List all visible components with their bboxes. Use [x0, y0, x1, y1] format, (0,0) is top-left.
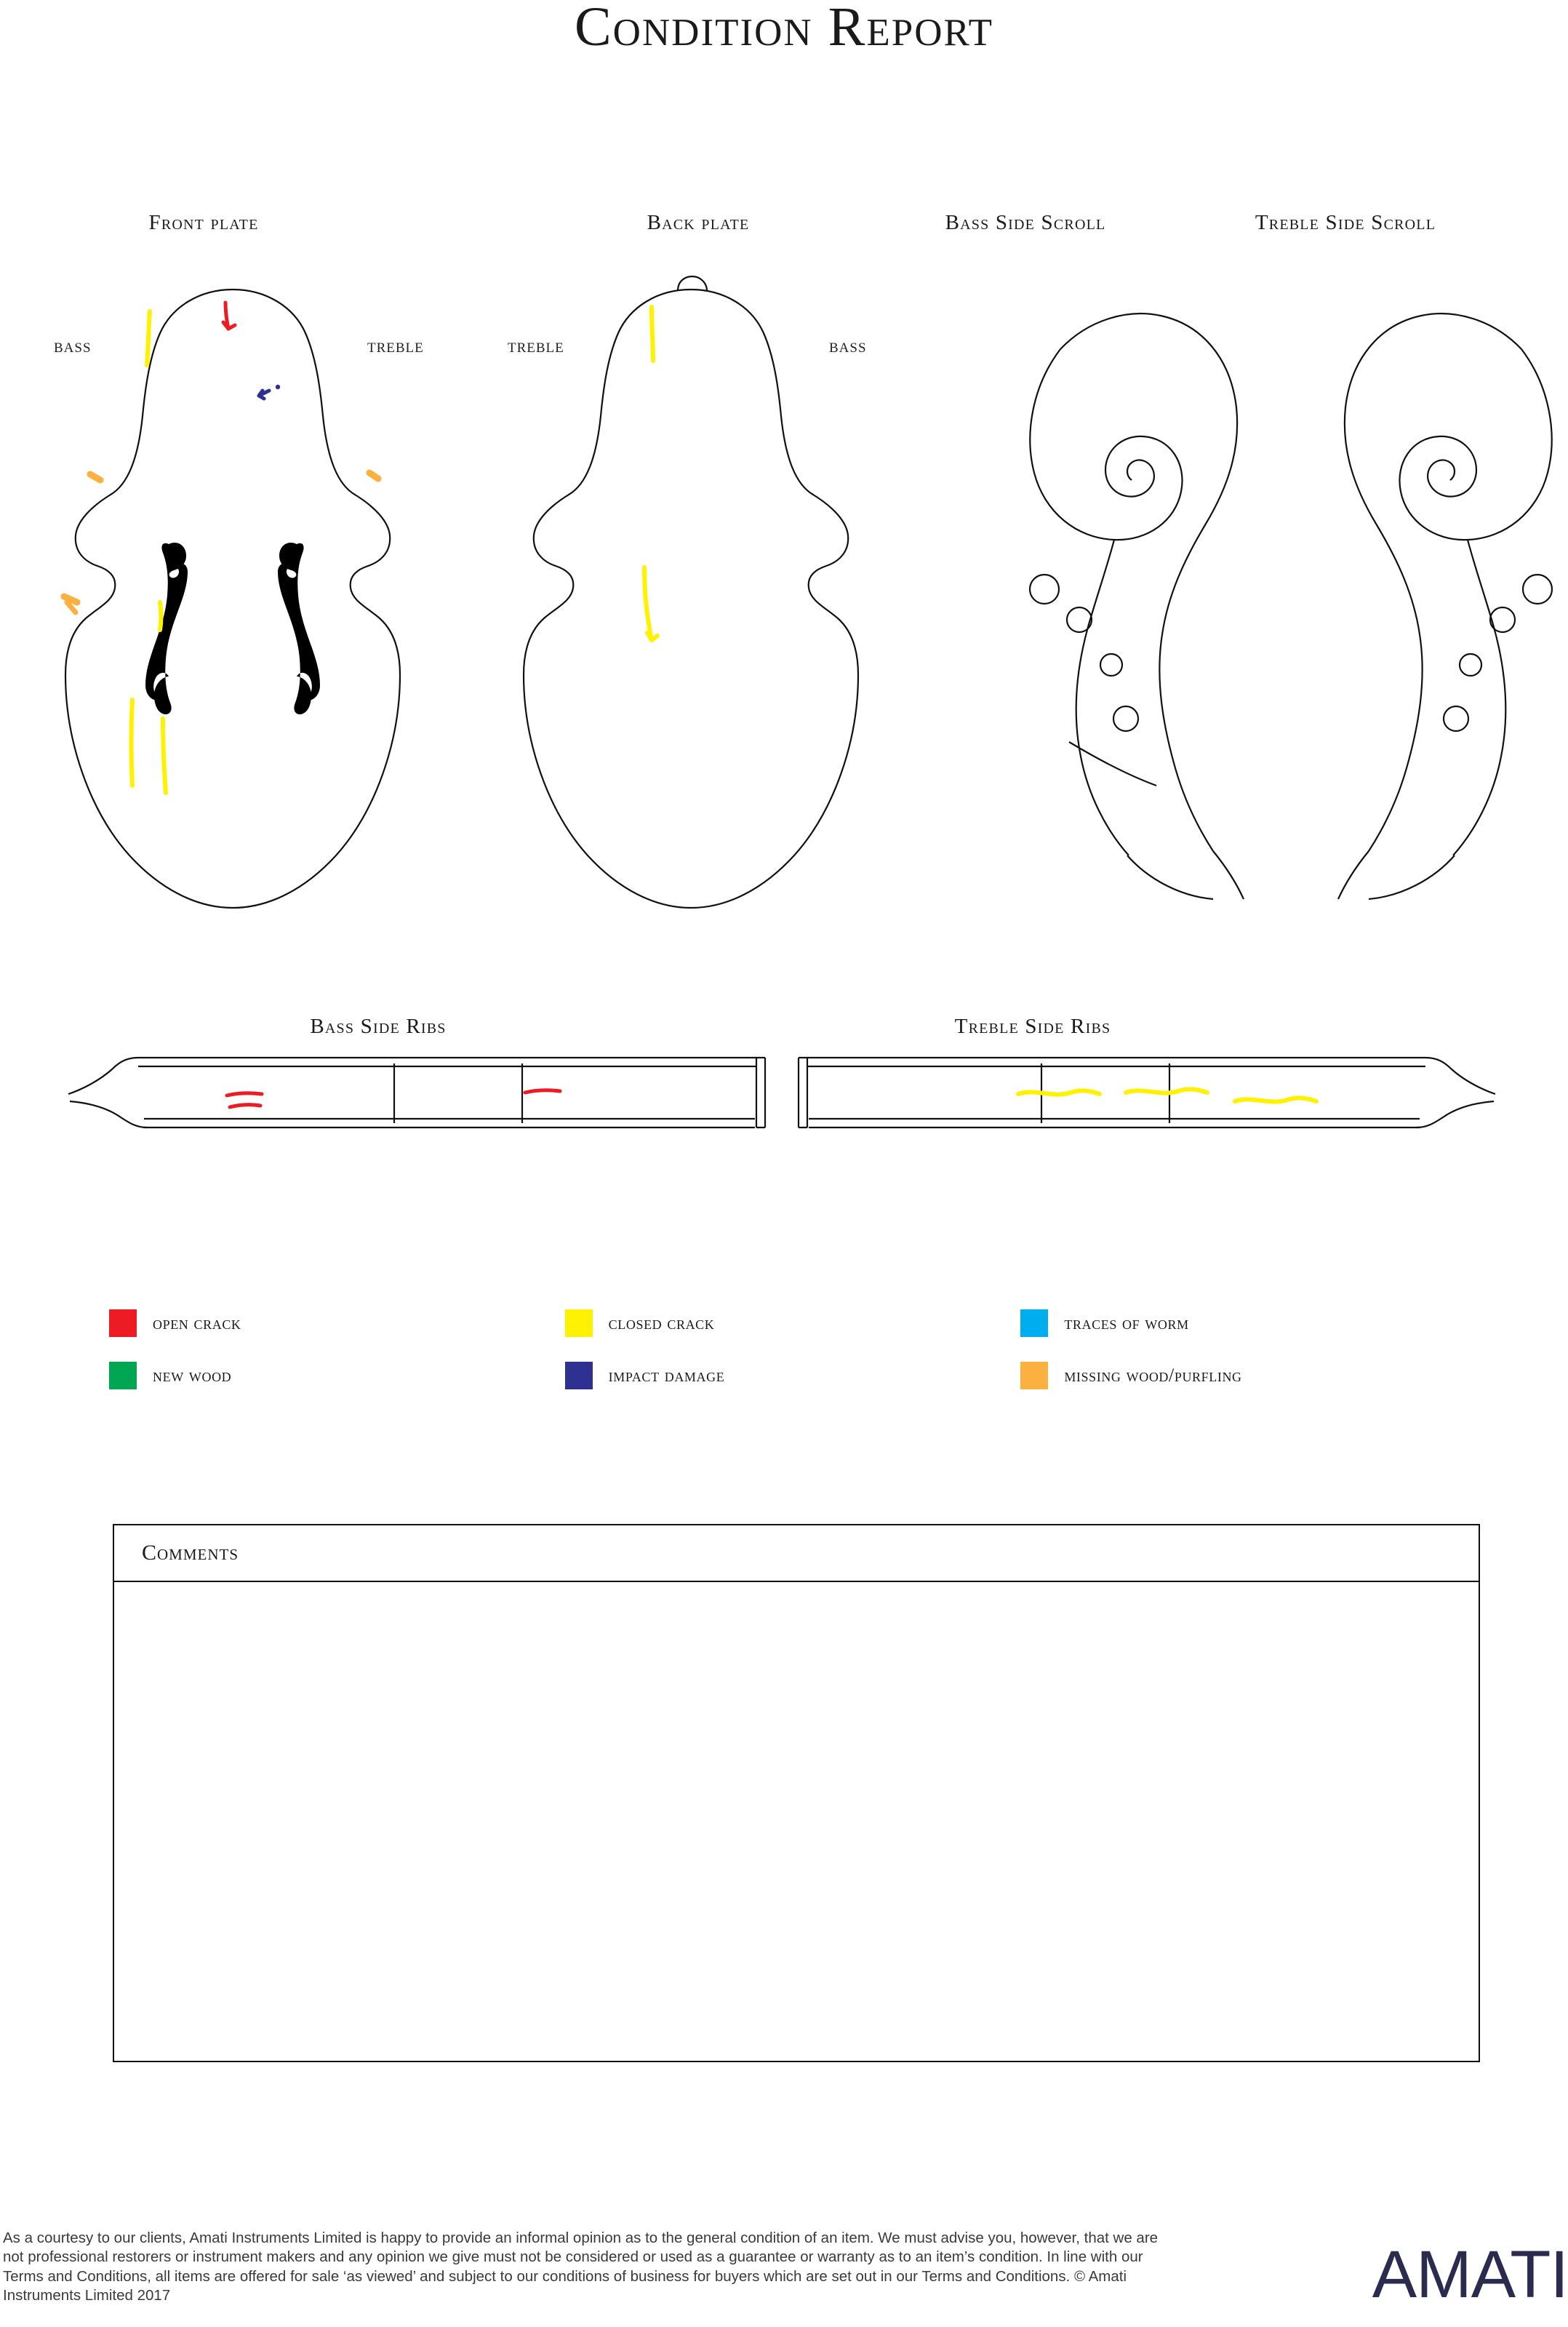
legend-row	[109, 1309, 1476, 1337]
legend-item-open-crack	[109, 1309, 565, 1337]
caption-front-plate: Front plate	[148, 211, 259, 234]
swatch-impact-damage	[565, 1362, 593, 1389]
caption-back-plate: Back plate	[647, 211, 750, 234]
legend-label-traces-of-worm: traces of worm	[1064, 1312, 1189, 1333]
legend-label-new-wood: new wood	[153, 1365, 232, 1386]
comments-title: Comments	[142, 1541, 239, 1565]
bass-side-scroll-diagram	[1018, 276, 1280, 953]
swatch-traces-of-worm	[1020, 1309, 1048, 1337]
page-title: Condition Report	[574, 0, 994, 57]
caption-treble-side-ribs: Treble Side Ribs	[954, 1015, 1111, 1038]
swatch-closed-crack	[565, 1309, 593, 1337]
legend-item-new-wood	[109, 1362, 565, 1389]
legend-item-impact-damage	[565, 1362, 1021, 1389]
comments-header	[114, 1525, 1479, 1582]
footer	[0, 2230, 1568, 2314]
comments-input[interactable]	[114, 1582, 1479, 2061]
treble-side-ribs-diagram	[785, 1047, 1498, 1142]
front-plate-diagram	[44, 276, 422, 953]
legend-item-closed-crack	[565, 1309, 1021, 1337]
treble-side-scroll-diagram	[1302, 276, 1564, 953]
caption-bass-side-ribs: Bass Side Ribs	[310, 1015, 447, 1038]
swatch-new-wood	[109, 1362, 137, 1389]
front-plate-bass-label: BASS	[54, 340, 92, 356]
legend-label-closed-crack: closed crack	[608, 1312, 715, 1333]
legend	[109, 1309, 1476, 1414]
legend-label-missing-wood: missing wood/purfling	[1064, 1365, 1242, 1386]
caption-treble-side-scroll: Treble Side Scroll	[1255, 211, 1436, 234]
swatch-open-crack	[109, 1309, 137, 1337]
swatch-missing-wood	[1020, 1362, 1048, 1389]
legend-item-traces-of-worm	[1020, 1309, 1476, 1337]
caption-bass-side-scroll: Bass Side Scroll	[945, 211, 1106, 234]
front-plate-treble-label: TREBLE	[367, 340, 424, 356]
comments-box	[113, 1524, 1480, 2062]
back-plate-diagram	[502, 276, 880, 953]
legend-row	[109, 1362, 1476, 1389]
amati-logo: AMATI	[1372, 2238, 1568, 2312]
footer-disclaimer: As a courtesy to our clients, Amati Instruments Limited is happy to provide an informal opinion as to the general condition of an item. We must advise you, however, that we are not professional restorers or instrument makers and any opinion we give must not be considered or used as a guarantee or warranty as to an item’s condition. In line with our Terms and Conditions, all items are offered for sale ‘as viewed’ and subject to our conditions of business for buyers which are set out in our Terms and Conditions. © Amati Instruments Limited 2017	[3, 2230, 1159, 2304]
legend-item-missing-wood	[1020, 1362, 1476, 1389]
legend-label-open-crack: open crack	[153, 1312, 241, 1333]
back-plate-treble-label: TREBLE	[508, 340, 564, 356]
back-plate-bass-label: BASS	[829, 340, 867, 356]
legend-label-impact-damage: impact damage	[608, 1365, 725, 1386]
bass-side-ribs-diagram	[65, 1047, 778, 1142]
